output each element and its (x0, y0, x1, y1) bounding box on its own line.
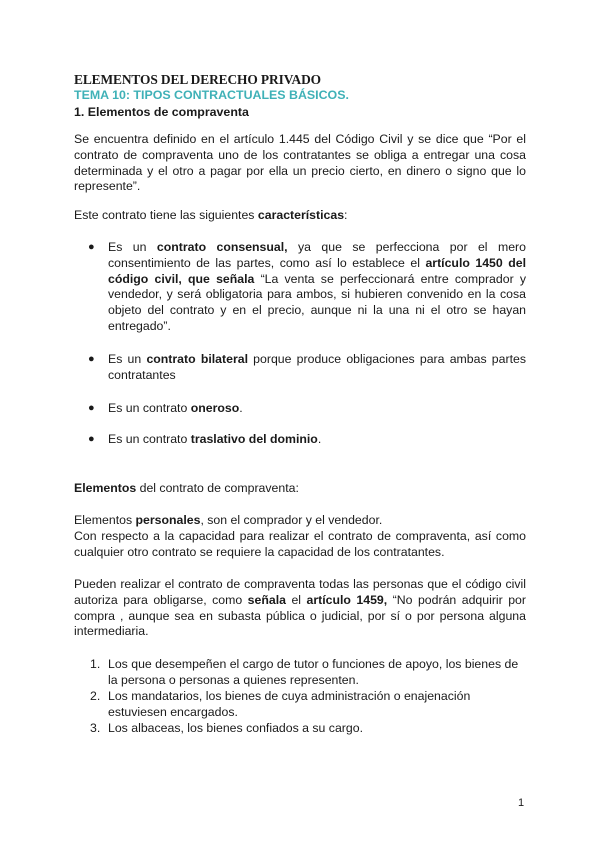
item-number: 2. (90, 689, 101, 703)
characteristics-paragraph (74, 208, 526, 224)
list-item (88, 432, 526, 448)
personal-pre: Elementos (74, 513, 136, 527)
item-number: 1. (90, 657, 101, 671)
persons-mid: el (285, 592, 307, 607)
bullet-post: “La venta se perfeccionará entre comprador y vendedor, y será obligatoria para ambos, si hubieren convenido en la cosa objeto del contrato y en el precio, aunque ni la una ni el otro se hayan entregado”. (108, 271, 527, 333)
persons-paragraph (74, 577, 526, 640)
bullet-bold: contrato consensual, (156, 240, 288, 254)
bullet-pre: Es un contrato (108, 432, 191, 446)
page-number: 1 (518, 797, 525, 809)
numbered-item (90, 721, 528, 737)
list-item (88, 240, 527, 335)
bullet-post: . (239, 401, 243, 415)
characteristics-bold: características (257, 208, 345, 222)
persons-pre: Pueden realizar el contrato de compraventa todas las personas que el código civil autoriza para obligarse, como (74, 577, 526, 607)
elements-bold: Elementos (74, 481, 137, 495)
item-text: Los que desempeñen el cargo de tutor o funciones de apoyo, los bienes de la persona o personas a quienes representen. (108, 657, 519, 687)
bullet-pre: Es un (108, 352, 147, 366)
numbered-item (90, 657, 528, 689)
bullet-icon: ● (88, 433, 95, 445)
elements-heading (74, 481, 526, 497)
bullet-post: . (317, 432, 322, 446)
list-item (88, 401, 526, 417)
item-text: Los albaceas, los bienes confiados a su cargo. (108, 721, 363, 735)
item-number: 3. (90, 721, 101, 735)
capacity-paragraph: Con respecto a la capacidad para realizar el contrato de compraventa, así como cualquier otro contrato se requiere la capacidad de los contratantes. (74, 529, 526, 559)
intro-paragraph: Se encuentra definido en el artículo 1.445 del Código Civil y se dice que “Por el contrato de compraventa uno de los contratantes se obliga a entregar una cosa determinada y el otro a pagar por ella un precio cierto, en dinero o signo que lo represente”. (74, 132, 526, 194)
elements-rest: del contrato de compraventa: (136, 481, 299, 495)
bullet-pre: Es un (108, 240, 157, 254)
bullet-bold: traslativo del dominio (190, 432, 318, 446)
personal-post: , son el comprador y el vendedor. (200, 513, 383, 527)
persons-bold-1: señala (247, 592, 286, 607)
characteristics-lead: Este contrato tiene las siguientes (74, 208, 258, 222)
bullet-pre: Es un contrato (108, 401, 191, 415)
bullet-icon: ● (88, 241, 95, 253)
bullet-icon: ● (88, 353, 95, 365)
bullet-bold-2: artículo 1450 del código civil, que señala (108, 255, 526, 286)
section-title: 1. Elementos de compraventa (74, 105, 249, 119)
bullet-mid: ya que se perfecciona por el mero consentimiento de las partes, como así lo establece el (108, 240, 526, 270)
persons-post: “No podrán adquirir por compra , aunque sea en subasta pública o judicial, por sí o por persona alguna intermediaria. (74, 592, 526, 639)
bullet-icon: ● (88, 402, 95, 414)
personal-bold: personales (135, 513, 201, 527)
list-item (88, 352, 526, 384)
item-text: Los mandatarios, los bienes de cuya administración o enajenación estuviesen encargados. (108, 689, 471, 719)
numbered-item (90, 689, 528, 721)
personal-elements-paragraph (74, 513, 526, 529)
characteristics-tail: : (344, 208, 348, 222)
bullet-bold: contrato bilateral (146, 352, 248, 366)
bullet-post: porque produce obligaciones para ambas partes contratantes (108, 352, 526, 382)
topic-title: TEMA 10: TIPOS CONTRACTUALES BÁSICOS. (74, 88, 349, 102)
persons-bold-2: artículo 1459, (306, 592, 388, 607)
bullet-bold: oneroso (190, 401, 240, 415)
main-title: ELEMENTOS DEL DERECHO PRIVADO (74, 72, 321, 87)
